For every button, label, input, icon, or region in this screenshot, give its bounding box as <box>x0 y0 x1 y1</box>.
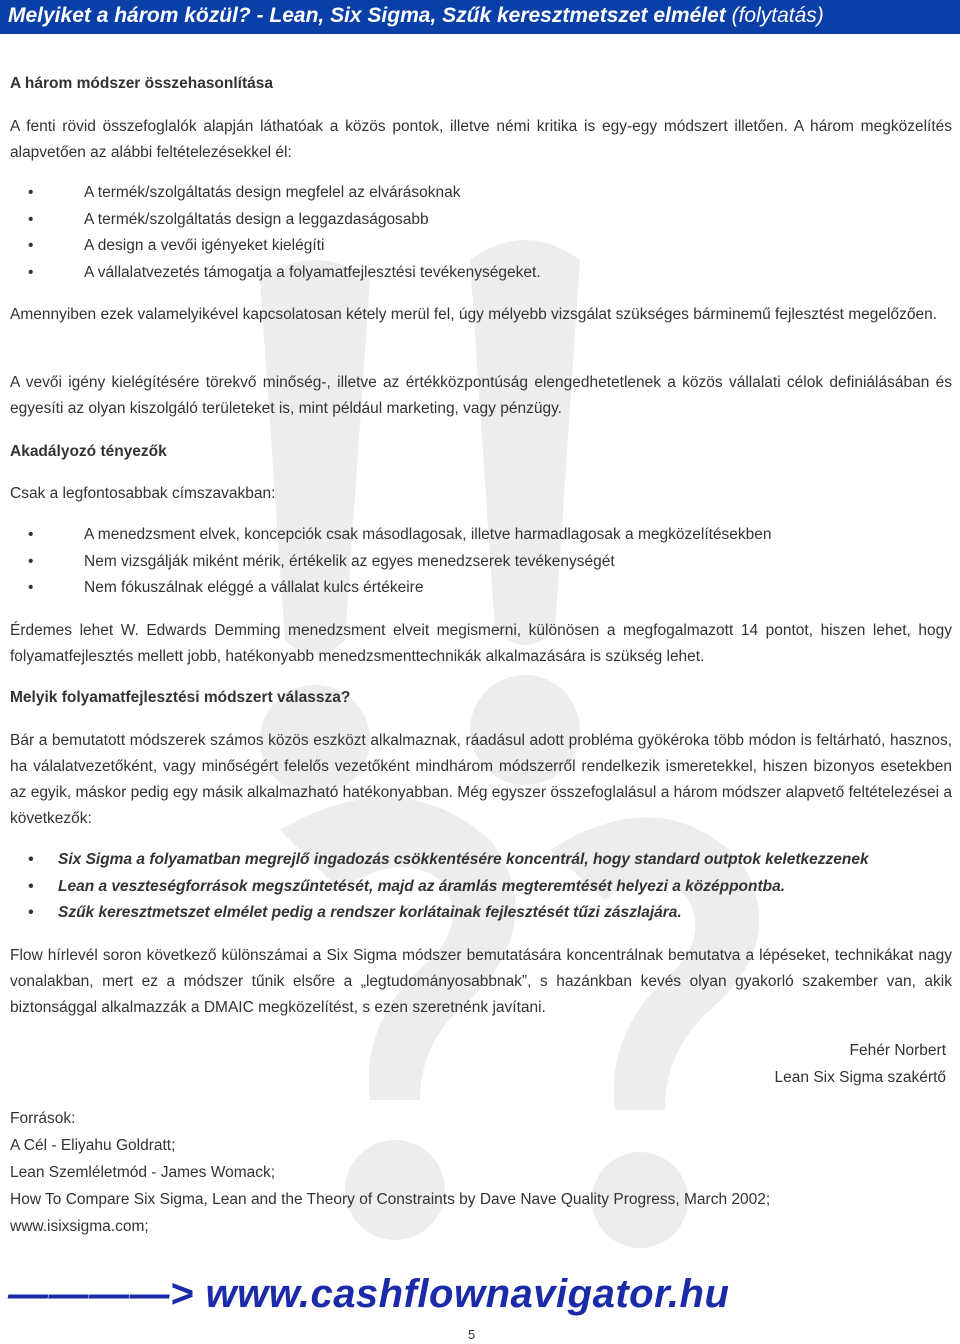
list-item: • A termék/szolgáltatás design megfelel az elvárásoknak <box>10 180 940 207</box>
page-number: 5 <box>468 1327 476 1342</box>
list-item: • Nem vizsgálják miként mérik, értékelik az egyes menedzserek tevékenységét <box>10 549 940 576</box>
deming-paragraph: Érdemes lehet W. Edwards Demming menedzsment elveit megismerni, különösen a megfogalmazott 14 pontot, hiszen lehet, hogy folyamatfejlesztés mellett jobb, hatékonyabb menedzsmenttechnikák alkalmazására is szükség lehet. <box>10 622 952 665</box>
section-heading-obstacles: Akadályozó tényezők <box>10 443 167 460</box>
source-item: A Cél - Eliyahu Goldratt; <box>10 1137 176 1154</box>
choice-paragraph: Bár a bemutatott módszerek számos közös eszközt alkalmaznak, ráadásul adott probléma gyökéroka több módon is feltárható, hasznos, ha válalatvezetőként, vagy minőségért felelős vezetőként mindhárom módszerről rendelkezik ismeretekkel, hiszen bizonyos esetekben az egyik, máskor pedig egy másik alkalmazható hatékonyabban. Még egyszer összefoglalásul a három módszer alapvető feltételezései a következők: <box>10 732 952 827</box>
section-heading-choice: Melyik folyamatfejlesztési módszert válassza? <box>10 689 351 706</box>
intro-paragraph: A fenti rövid összefoglalók alapján láthatóak a közös pontok, illetve némi kritika is egy-egy módszert illetően. A három megközelítés alapvetően az alábbi feltételezésekkel él: <box>10 118 952 161</box>
obstacles-list <box>10 522 940 602</box>
list-item: • A termék/szolgáltatás design a leggazdaságosabb <box>10 207 940 234</box>
title-main: Melyiket a három közül? - Lean, Six Sigma, Szűk keresztmetszet elmélet <box>8 4 726 27</box>
list-item: • A vállalatvezetés támogatja a folyamatfejlesztési tevékenységeket. <box>10 260 940 287</box>
author-name: Fehér Norbert <box>849 1042 946 1059</box>
list-item: • Szűk keresztmetszet elmélet pedig a rendszer korlátainak fejlesztését tűzi zászlajára. <box>10 900 940 927</box>
sources-block <box>10 1105 952 1240</box>
list-item: • Six Sigma a folyamatban megrejlő ingadozás csökkentésére koncentrál, hogy standard outptok keletkezzenek <box>10 847 940 874</box>
methods-summary-list <box>10 847 940 927</box>
list-item: • Nem fókuszálnak eléggé a vállalat kulcs értékeire <box>10 575 940 602</box>
source-item: Lean Szemléletmód - James Womack; <box>10 1164 276 1181</box>
title-suffix: (folytatás) <box>731 4 824 27</box>
page-title <box>0 0 960 34</box>
customer-paragraph: A vevői igény kielégítésére törekvő minőség-, illetve az értékközpontúság elengedhetetlenek a közös vállalati célok definiálásában és egyesíti az olyan kiszolgáló területeket is, mint például marketing, vagy pénzügy. <box>10 374 952 417</box>
source-link[interactable]: www.isixsigma.com; <box>10 1218 149 1235</box>
list-item: • A design a vevői igényeket kielégíti <box>10 233 940 260</box>
source-item: How To Compare Six Sigma, Lean and the Theory of Constraints by Dave Nave Quality Progress, March 2002; <box>10 1191 771 1208</box>
doubt-paragraph: Amennyiben ezek valamelyikével kapcsolatosan kétely merül fel, úgy mélyebb vizsgálat szükséges bárminemű fejlesztést megelőzően. <box>10 306 938 323</box>
sources-label: Források: <box>10 1110 76 1127</box>
website-link[interactable]: ————> www.cashflownavigator.hu <box>8 1272 730 1316</box>
section-heading-comparison: A három módszer összehasonlítása <box>10 75 274 92</box>
list-item: • A menedzsment elvek, koncepciók csak másodlagosak, illetve harmadlagosak a megközelítésekben <box>10 522 940 549</box>
assumptions-list <box>10 180 940 286</box>
signature <box>775 1037 946 1091</box>
obstacles-intro: Csak a legfontosabbak címszavakban: <box>10 485 276 502</box>
list-item: • Lean a veszteségforrások megszűntetését, majd az áramlás megteremtését helyezi a középpontba. <box>10 874 940 901</box>
newsletter-paragraph: Flow hírlevél soron következő különszámai a Six Sigma módszer bemutatására koncentrálnak bemutatva a lépéseket, technikákat nagy vonalakban, mert ez a módszer tűnik elsőre a „legtudományosabbnak”, s hazánkban kevés olyan gyakorló szakember van, akik biztonsággal alkalmazzák a DMAIC megközelítést, s ezen szeretnénk javítani. <box>10 947 952 1016</box>
author-role: Lean Six Sigma szakértő <box>774 1069 946 1086</box>
